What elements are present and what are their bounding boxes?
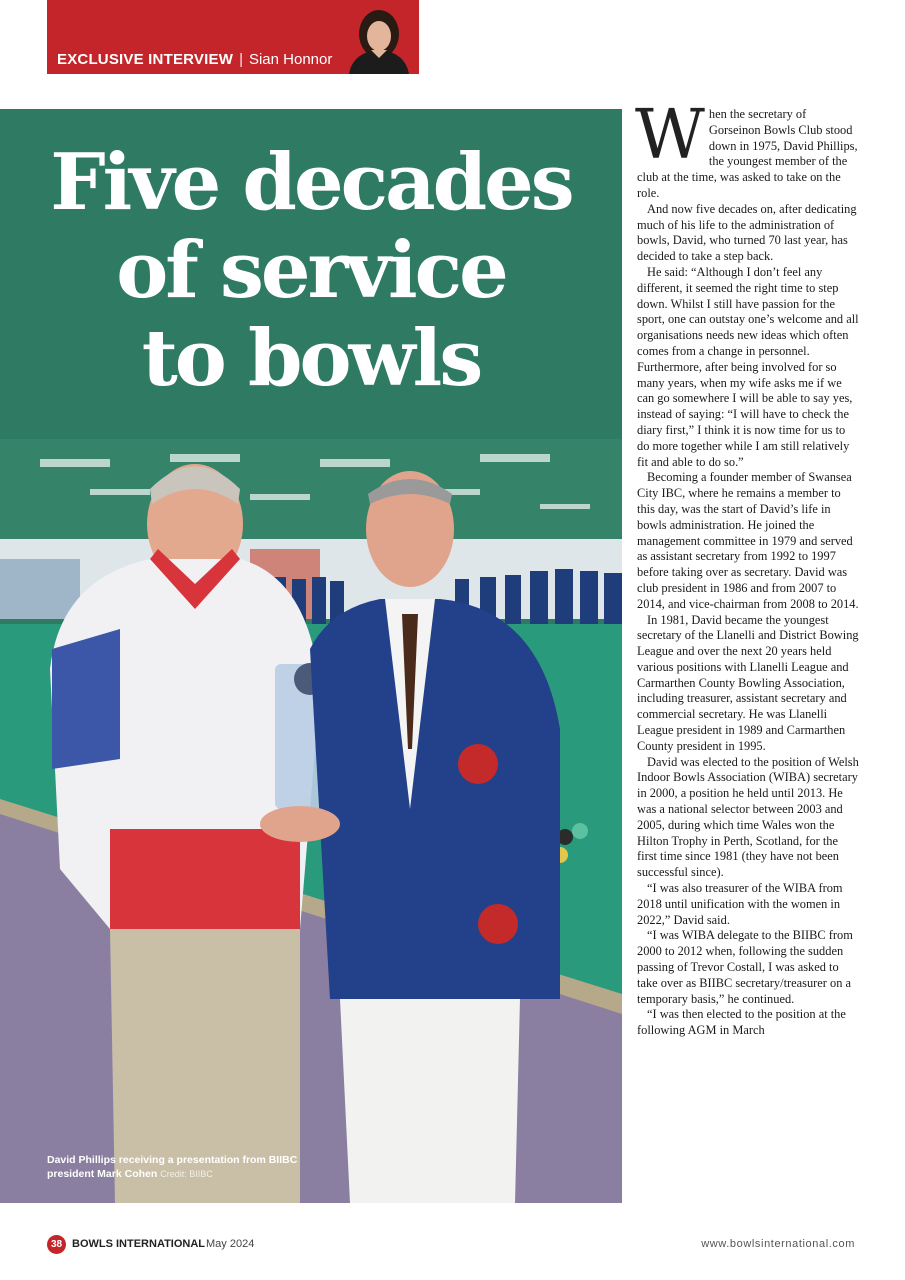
article-paragraph: In 1981, David became the youngest secretary of the Llanelli and District Bowing League and over the next 20 years held various positions with Llanelli League and Carmarthen County Bowling Association, including treasurer, assistant secretary and commercial secretary. He was Llanelli League president in 1989 and Carmarthen County president in 1995. — [637, 612, 859, 753]
page-number: 38 — [47, 1235, 66, 1254]
section-kicker: EXCLUSIVE INTERVIEW — [57, 51, 234, 68]
headline-line-3: to bowls — [141, 313, 481, 404]
page-footer — [47, 1235, 855, 1255]
article-paragraph: “I was then elected to the position at the following AGM in March — [637, 1007, 846, 1038]
banner-text — [57, 51, 332, 68]
website-link[interactable]: www.bowlsinternational.com — [701, 1238, 855, 1250]
article-paragraph: “I was WIBA delegate to the BIIBC from 2000 to 2012 when, following the sudden passing of Trevor Costall, I was asked to take over as BIIBC secretary/treasurer on a temporary basis,” he continued. — [637, 928, 853, 1006]
photo-credit: Credit: BIIBC — [160, 1169, 213, 1179]
author-portrait-icon — [343, 6, 415, 74]
headline-line-2: of service — [116, 225, 506, 316]
article-headline — [0, 139, 622, 403]
article-paragraph: He said: “Although I don’t feel any different, it seemed the right time to step down. Whilst I still have passion for the sport, one can outstay one’s welcome and all organisations needs new ideas which often comes from a change in personnel. Furthermore, after being involved for so many years, when my wife asks me if we can go somewhere I will be able to say yes, instead of saying: “I will have to check the diary first,” I think it is now time for us to do more together while I am still relatively fit and able to do so.” — [637, 264, 859, 469]
drop-cap: W — [635, 96, 705, 175]
caption-text: David Phillips receiving a presentation from BIIBC president Mark Cohen — [47, 1154, 298, 1180]
hero-photo — [0, 109, 622, 1203]
article-paragraph: “I was also treasurer of the WIBA from 2018 until unification with the women in 2022,” David said. — [637, 881, 843, 927]
header-banner — [47, 0, 419, 74]
author-name: Sian Honnor — [248, 51, 333, 68]
banner-separator: | — [239, 51, 243, 68]
article-body — [635, 96, 859, 1039]
article-paragraph: When the secretary of Gorseinon Bowls Club stood down in 1975, David Phillips, the youngest member of the club at the time, was asked to take on the role. — [635, 96, 858, 200]
headline-line-1: Five decades — [50, 137, 572, 228]
magazine-name: BOWLS INTERNATIONAL — [72, 1238, 206, 1250]
article-paragraph: And now five decades on, after dedicating much of his life to the administration of bowls, David, who turned 70 last year, has decided to take a step back. — [637, 201, 857, 264]
article-paragraph: Becoming a founder member of Swansea City IBC, where he remains a member to this day, was the start of David’s life in bowls administration. He joined the management committee in 1979 and served as assistant secretary from 1992 to 1997 before taking over as secretary. David was club president in 1986 and from 2007 to 2014, and vice-chairman from 2008 to 2014. — [637, 470, 859, 611]
article-paragraph: David was elected to the position of Welsh Indoor Bowls Association (WIBA) secretary in 2000, a position he held until 2013. He was a national selector between 2003 and 2005, during which time Wales won the Hilton Trophy in Perth, Scotland, for the first time since 1981 (they have not been successful since). — [637, 754, 859, 880]
photo-caption — [47, 1153, 307, 1181]
issue-date: May 2024 — [206, 1238, 255, 1250]
